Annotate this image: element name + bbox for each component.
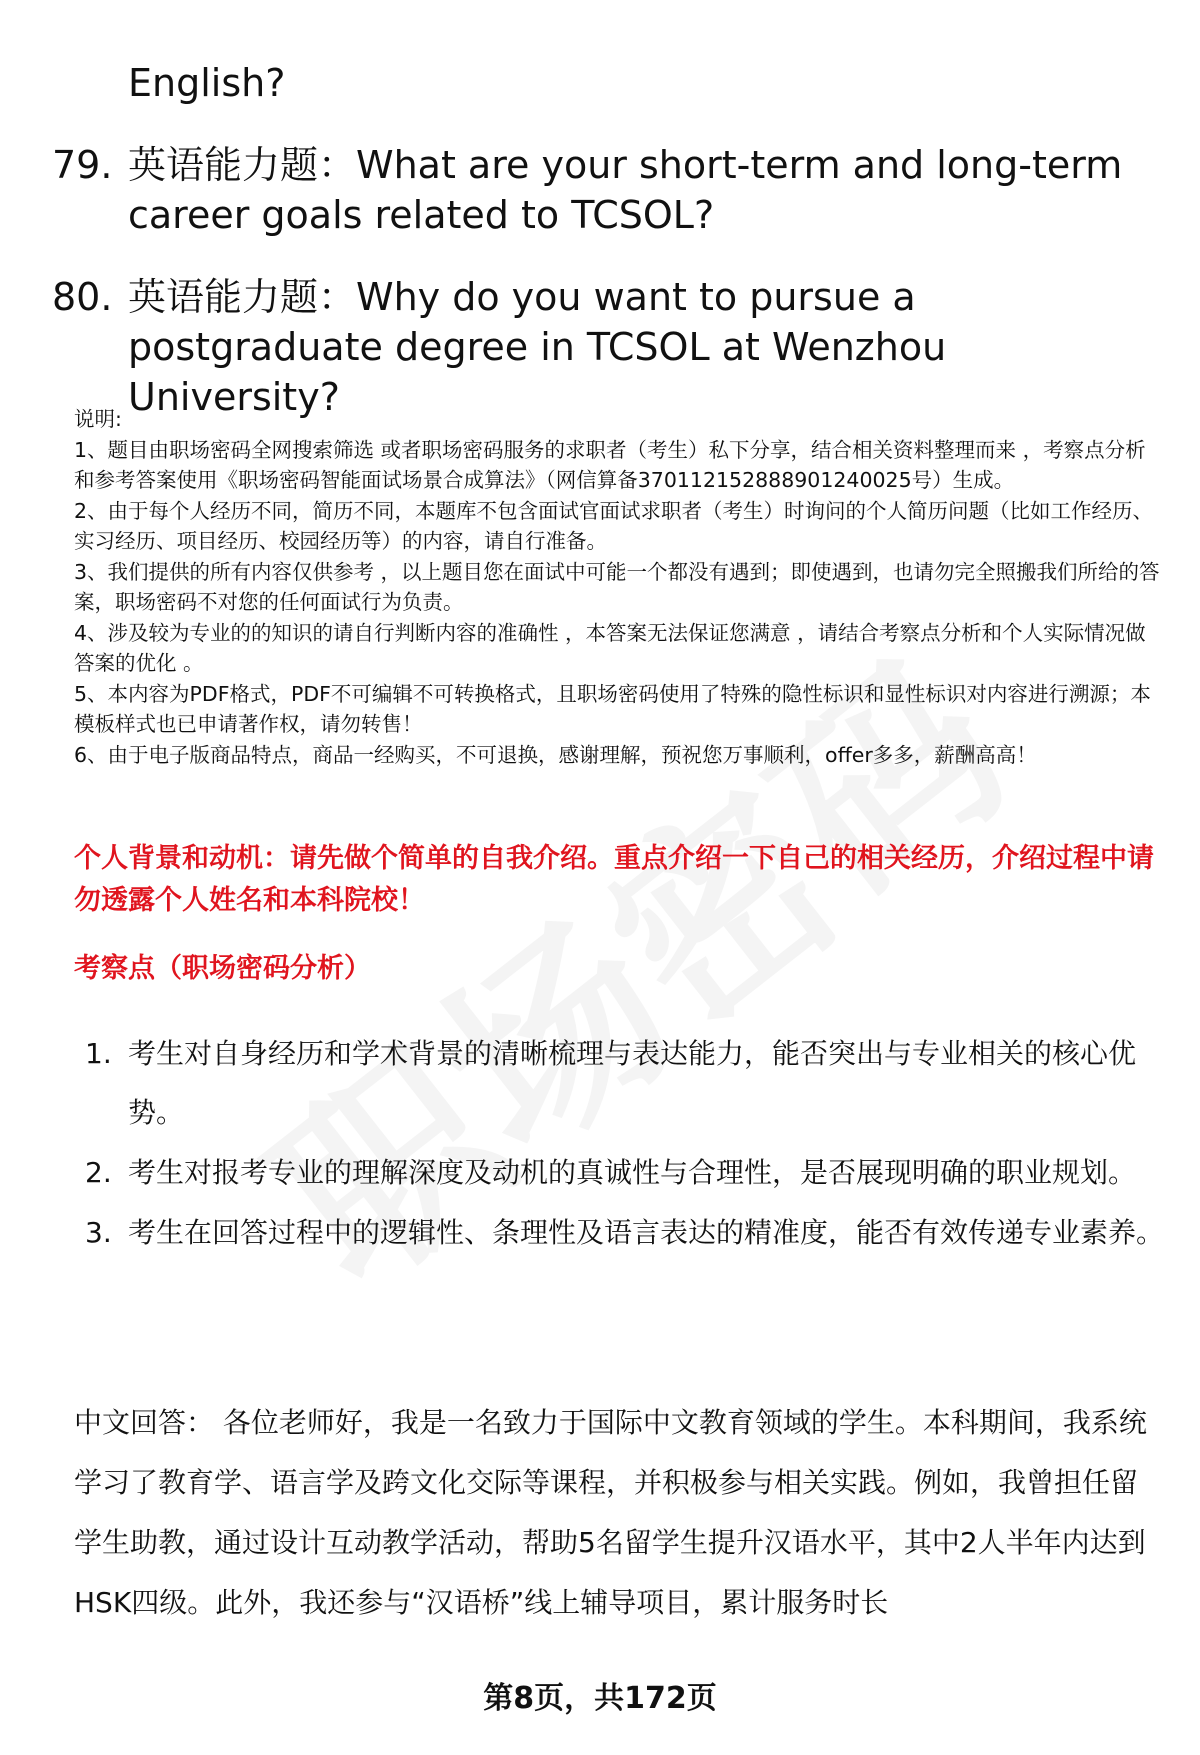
notes-title: 说明: [74, 407, 122, 431]
point-number: 1. [85, 1037, 112, 1070]
point-number: 2. [85, 1156, 112, 1189]
page-footer: 第8页，共172页 [483, 1681, 717, 1716]
point-text: 考生对报考专业的理解深度及动机的真诚性与合理性，是否展现明确的职业规划。 [128, 1156, 1137, 1189]
note-item: 5、本内容为PDF格式，PDF不可编辑不可转换格式，且职场密码使用了特殊的隐性标识和显性标识对内容进行溯源；本模板样式也已申请著作权，请勿转售！ [74, 681, 1151, 736]
question-text: English? [128, 61, 286, 105]
point-text: 考生在回答过程中的逻辑性、条理性及语言表达的精准度，能否有效传递专业素养。 [128, 1216, 1165, 1249]
point-text: 考生对自身经历和学术背景的清晰梳理与表达能力，能否突出与专业相关的核心优势。 [128, 1037, 1137, 1129]
question-text: 英语能力题：Why do you want to pursue a postgraduate degree in TCSOL at Wenzhou University? [128, 275, 947, 419]
analysis-point [74, 1024, 1164, 1142]
analysis-heading: 考察点（职场密码分析） [74, 953, 371, 984]
question-number: 80. [52, 275, 113, 319]
analysis-point [74, 1203, 1164, 1262]
analysis-point [74, 1143, 1164, 1202]
note-item: 6、由于电子版商品特点，商品一经购买，不可退换，感谢理解，预祝您万事顺利，offer多多，薪酬高高！ [74, 742, 1037, 767]
note-item: 3、我们提供的所有内容仅供参考 ，以上题目您在面试中可能一个都没有遇到；即使遇到，也请勿完全照搬我们所给的答案，职场密码不对您的任何面试行为负责。 [74, 559, 1160, 614]
point-number: 3. [85, 1216, 112, 1249]
note-item: 4、涉及较为专业的的知识的请自行判断内容的准确性 ，本答案无法保证您满意 ，请结合考察点分析和个人实际情况做答案的优化 。 [74, 620, 1146, 675]
analysis-points-list [74, 1024, 1164, 1263]
note-item: 1、题目由职场密码全网搜索筛选 或者职场密码服务的求职者（考生）私下分享，结合相关资料整理而来 ，考察点分析和参考答案使用《职场密码智能面试场景合成算法》（网信算备370112152888901240025号）生成。 [74, 437, 1146, 492]
note-item: 2、由于每个人经历不同，简历不同，本题库不包含面试官面试求职者（考生）时询问的个人简历问题（比如工作经历、实习经历、项目经历、校园经历等）的内容，请自行准备。 [74, 498, 1154, 553]
chinese-answer: 中文回答： 各位老师好，我是一名致力于国际中文教育领域的学生。本科期间，我系统学习了教育学、语言学及跨文化交际等课程，并积极参与相关实践。例如，我曾担任留学生助教，通过设计互动教学活动，帮助5名留学生提升汉语水平，其中2人半年内达到HSK四级。此外，我还参与“汉语桥”线上辅导项目，累计服务时长 [74, 1406, 1147, 1619]
disclaimer-notes [74, 404, 1164, 770]
interview-question-heading: 个人背景和动机：请先做个简单的自我介绍。重点介绍一下自己的相关经历，介绍过程中请勿透露个人姓名和本科院校！ [74, 843, 1154, 916]
question-number: 79. [52, 143, 113, 187]
question-text: 英语能力题：What are your short-term and long-term career goals related to TCSOL? [128, 143, 1123, 237]
